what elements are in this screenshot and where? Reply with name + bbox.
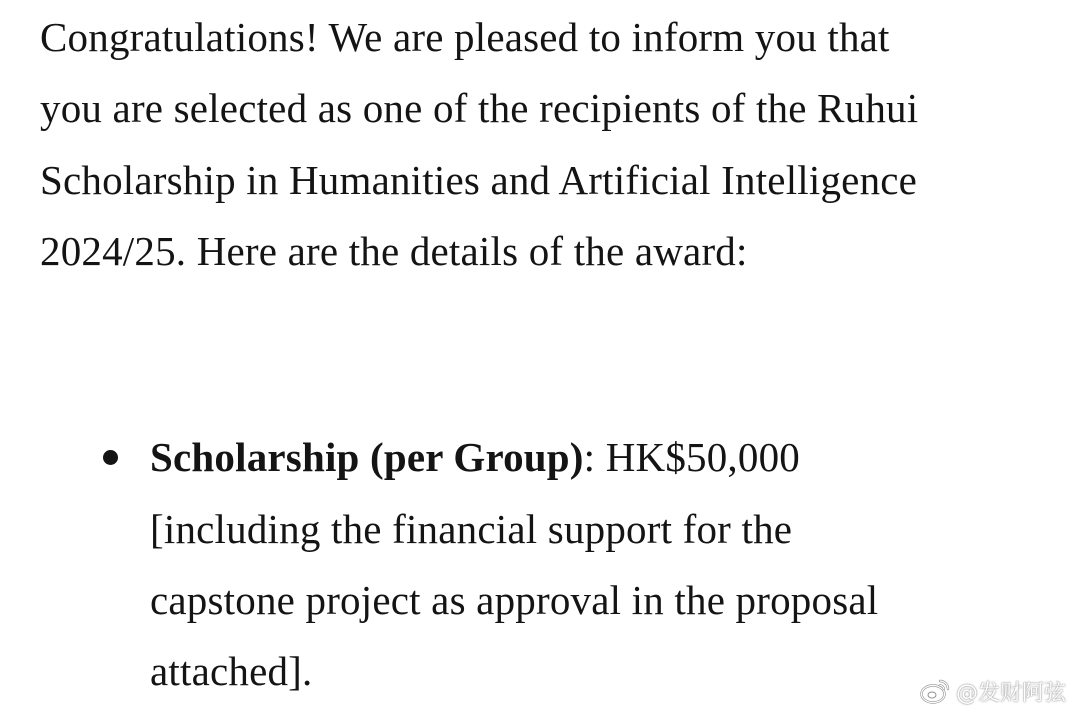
intro-line-3: Scholarship in Humanities and Artificial Intelligence (40, 157, 918, 203)
bullet-dot (103, 450, 118, 465)
award-detail-line-2: capstone project as approval in the proposal (150, 577, 879, 623)
award-amount: HK$50,000 (595, 434, 800, 480)
watermark (920, 677, 1066, 705)
weibo-logo-icon (920, 678, 950, 704)
award-detail-line-1: [including the financial support for the (150, 506, 793, 552)
award-label: Scholarship (per Group) (150, 434, 584, 480)
award-separator: : (583, 434, 596, 480)
watermark-text: @发财阿弦 (955, 680, 1066, 706)
intro-line-2: you are selected as one of the recipients of the Ruhui (40, 85, 919, 131)
award-detail-line-3: attached]. (150, 648, 313, 694)
intro-line-1: Congratulations! We are pleased to inform you that (40, 14, 890, 60)
intro-line-4: 2024/25. Here are the details of the award: (40, 228, 748, 274)
award-heading-line (150, 433, 800, 481)
